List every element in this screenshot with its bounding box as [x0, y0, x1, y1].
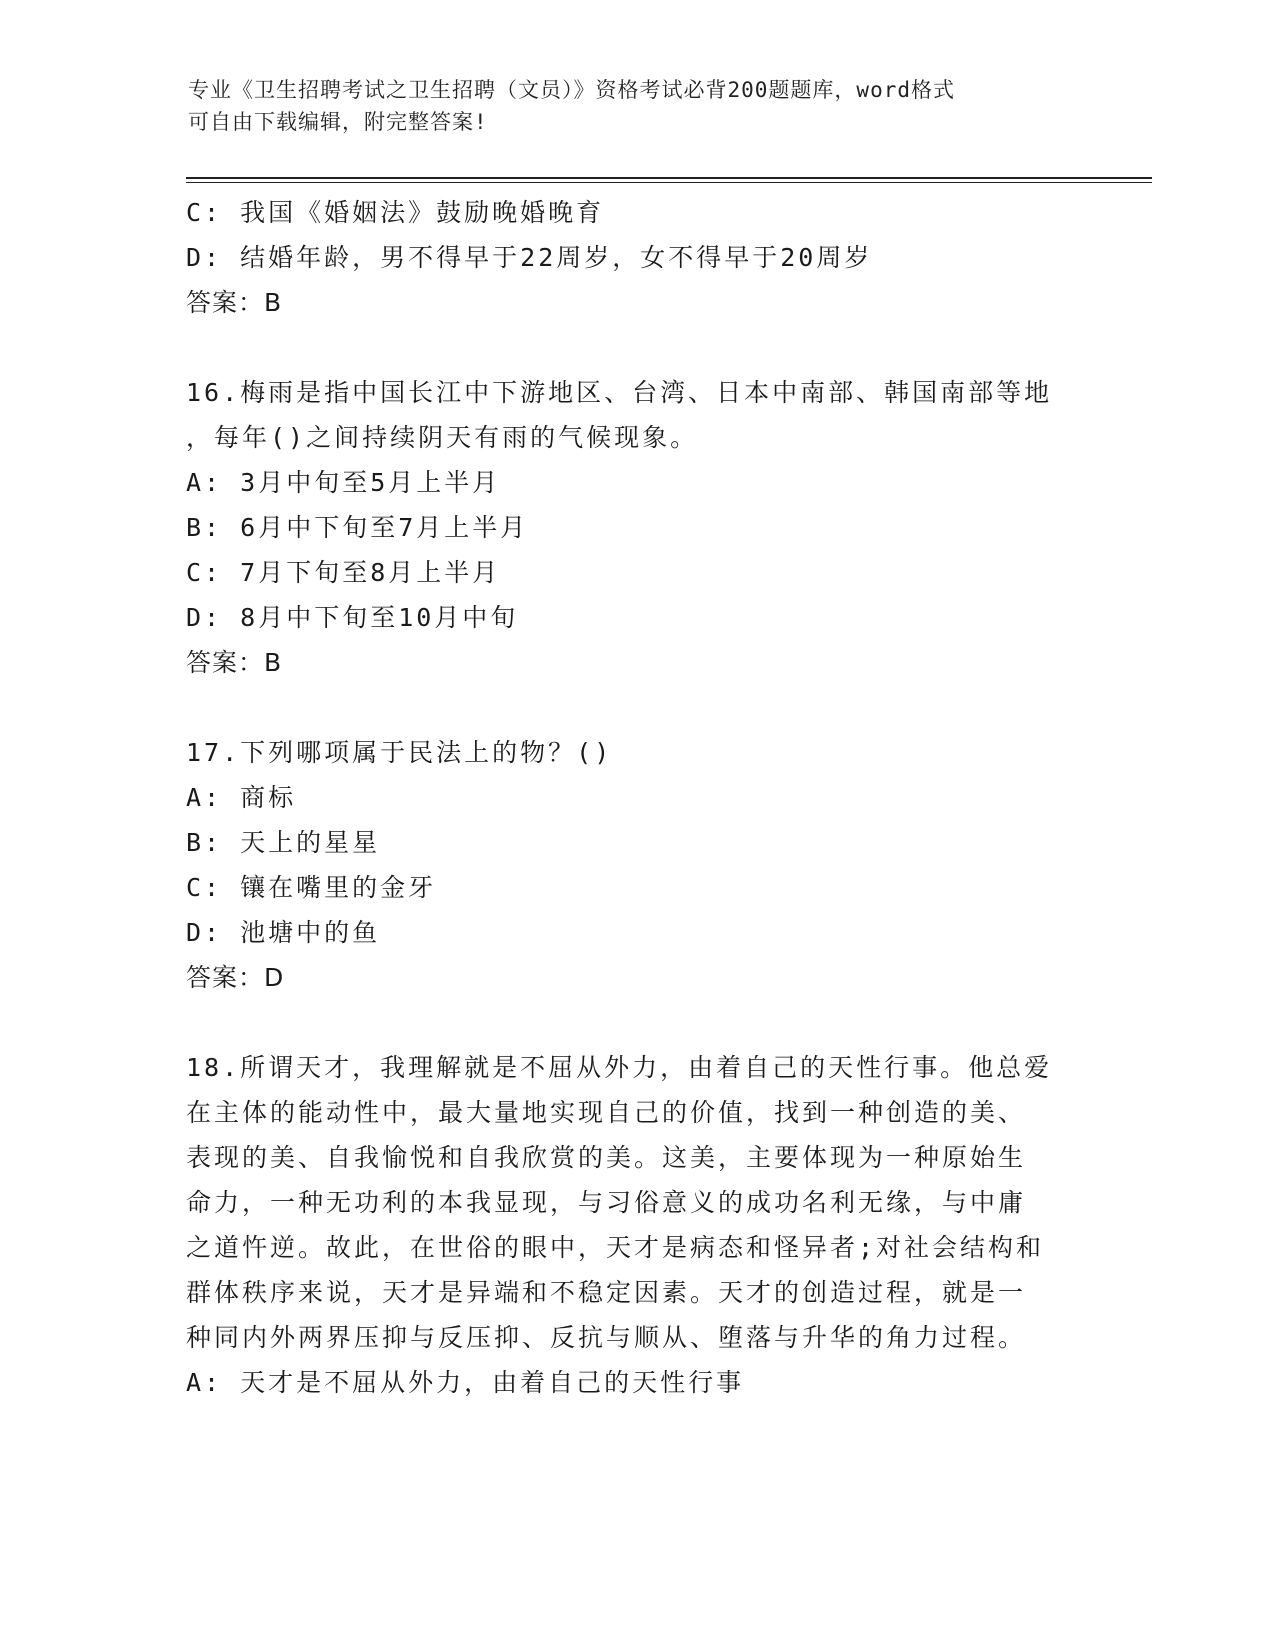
question-15-continued [186, 190, 1086, 325]
question-stem-line: 17.下列哪项属于民法上的物？() [186, 738, 613, 767]
option-a: A: 3月中旬至5月上半月 [186, 468, 501, 497]
question-stem-line: 18.所谓天才，我理解就是不屈从外力，由着自己的天性行事。他总爱 [186, 1053, 1053, 1082]
header-title-line-1: 专业《卫生招聘考试之卫生招聘（文员）》资格考试必背200题题库，word格式 [188, 78, 955, 102]
question-stem-line: ，每年()之间持续阴天有雨的气候现象。 [186, 423, 699, 452]
option-c: C: 镶在嘴里的金牙 [186, 873, 437, 902]
question-16 [186, 370, 1086, 685]
question-stem-line: 在主体的能动性中，最大量地实现自己的价值，找到一种创造的美、 [186, 1098, 1027, 1127]
header-divider-thick [186, 177, 1152, 179]
spacer [186, 1000, 1086, 1045]
answer-line: 答案：D [186, 963, 285, 992]
option-b: B: 6月中下旬至7月上半月 [186, 513, 529, 542]
option-c: C: 我国《婚姻法》鼓励晚婚晚育 [186, 198, 605, 227]
answer-line: 答案：B [186, 648, 283, 677]
question-stem-line: 表现的美、自我愉悦和自我欣赏的美。这美，主要体现为一种原始生 [186, 1143, 1027, 1172]
question-stem-line: 种同内外两界压抑与反压抑、反抗与顺从、堕落与升华的角力过程。 [186, 1323, 1027, 1352]
option-c: C: 7月下旬至8月上半月 [186, 558, 501, 587]
spacer [186, 685, 1086, 730]
option-a: A: 商标 [186, 783, 297, 812]
option-a: A: 天才是不屈从外力，由着自己的天性行事 [186, 1368, 745, 1397]
option-d: D: 结婚年龄，男不得早于22周岁，女不得早于20周岁 [186, 243, 873, 272]
question-stem-line: 16.梅雨是指中国长江中下游地区、台湾、日本中南部、韩国南部等地 [186, 378, 1053, 407]
option-b: B: 天上的星星 [186, 828, 381, 857]
option-d: D: 池塘中的鱼 [186, 918, 381, 947]
question-18 [186, 1045, 1086, 1405]
document-body [186, 190, 1086, 1405]
question-stem-line: 命力，一种无功利的本我显现，与习俗意义的成功名利无缘，与中庸 [186, 1188, 1027, 1217]
option-d: D: 8月中下旬至10月中旬 [186, 603, 519, 632]
question-stem-line: 群体秩序来说，天才是异端和不稳定因素。天才的创造过程，就是一 [186, 1278, 1027, 1307]
header-divider-thin [186, 182, 1152, 183]
question-stem-line: 之道忤逆。故此，在世俗的眼中，天才是病态和怪异者;对社会结构和 [186, 1233, 1045, 1262]
question-17 [186, 730, 1086, 1000]
page-header [188, 74, 1068, 138]
answer-line: 答案：B [186, 288, 283, 317]
spacer [186, 325, 1086, 370]
header-title-line-2: 可自由下载编辑，附完整答案! [188, 110, 488, 134]
